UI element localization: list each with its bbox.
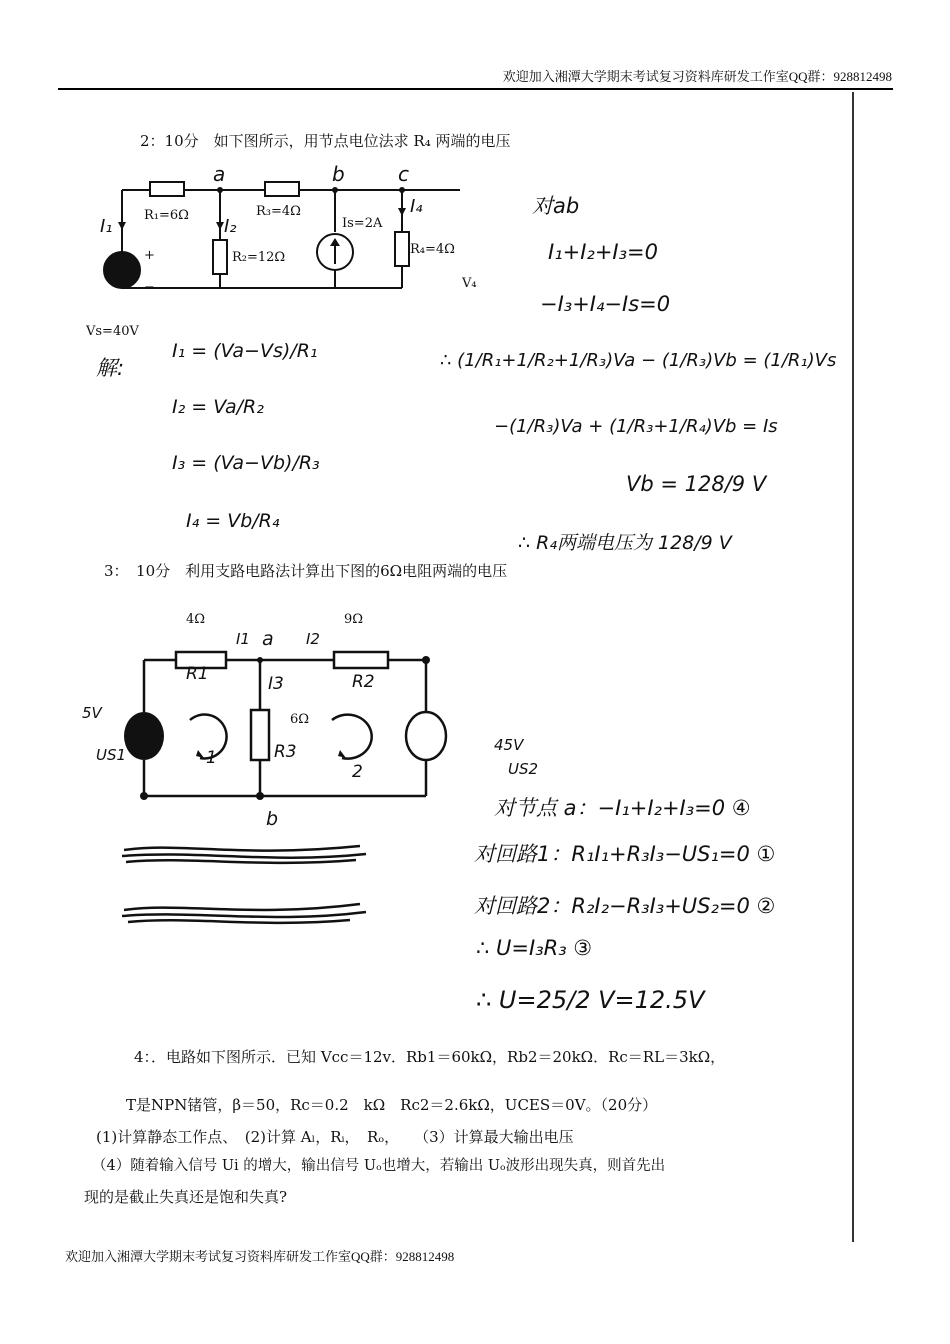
p2-node-a: a <box>213 162 226 186</box>
p2-eq3: ∴ (1/R₁+1/R₂+1/R₃)Va − (1/R₃)Vb = (1/R₁)Vs <box>440 350 837 371</box>
p2-r2-label: R₂=12Ω <box>232 250 286 265</box>
p3-loop1: 1 <box>206 748 217 768</box>
header-rule <box>58 88 893 90</box>
p3-us2-value: 45V <box>494 736 524 754</box>
p2-is-label: Is=2A <box>342 216 383 231</box>
p2-eq1: I₁+I₂+I₃=0 <box>548 240 658 264</box>
p3-us1: US1 <box>96 746 127 764</box>
p2-minus: − <box>144 280 155 295</box>
p3-node-a: a <box>262 628 274 650</box>
p3-i2: I2 <box>306 630 320 648</box>
p2-jie: 解: <box>96 356 125 380</box>
p2-node-c: c <box>398 162 409 186</box>
p2-vs-label: Vs=40V <box>86 324 139 339</box>
p3-loop1-eq: 对回路1：R₁I₁+R₃I₃−US₁=0 ① <box>474 842 776 866</box>
p2-i1-label: I₁ <box>100 216 113 237</box>
p2-i1-eq: I₁ = (Va−Vs)/R₁ <box>172 340 318 362</box>
p3-r1: R1 <box>186 664 209 684</box>
p3-r2: R2 <box>352 672 375 692</box>
p2-r4-label: R₄=4Ω <box>410 242 455 257</box>
crossed-out-work <box>120 838 380 938</box>
p2-v4-label: V₄ <box>462 276 477 291</box>
problem4-line5: 现的是截止失真还是饱和失真? <box>84 1188 288 1206</box>
p2-eq4: −(1/R₃)Va + (1/R₃+1/R₄)Vb = Is <box>494 416 778 437</box>
p2-i4-eq: I₄ = Vb/R₄ <box>186 510 280 532</box>
p3-r3-value: 6Ω <box>290 712 310 727</box>
p3-node-b: b <box>266 808 279 830</box>
scan-edge <box>852 92 854 1242</box>
problem2-title: 2：10分 如下图所示，用节点电位法求 R₄ 两端的电压 <box>140 132 511 150</box>
p2-r3-label: R₃=4Ω <box>256 204 301 219</box>
problem2-circuit <box>80 160 500 360</box>
problem3-circuit <box>120 640 450 820</box>
p3-r3: R3 <box>274 742 297 762</box>
p3-node-eq: 对节点 a：−I₁+I₂+I₃=0 ④ <box>494 796 751 820</box>
p2-plus: + <box>144 248 155 263</box>
p2-node-b: b <box>332 162 345 186</box>
problem4-line1: 4：．电路如下图所示．已知 Vcc＝12v．Rb1＝60kΩ，Rb2＝20kΩ．Rc＝RL＝3kΩ， <box>134 1048 726 1066</box>
p3-r1-value: 4Ω <box>186 612 206 627</box>
p3-us1-value: 5V <box>82 704 102 722</box>
p3-r2-value: 9Ω <box>344 612 364 627</box>
p2-concl: ∴ R₄两端电压为 128/9 V <box>518 532 732 554</box>
problem4-line3: (1)计算静态工作点、 (2)计算 Aₗ，Rᵢ， Rₒ， （3）计算最大输出电压 <box>96 1128 574 1146</box>
p2-eq2: −I₃+I₄−Is=0 <box>540 292 671 316</box>
problem4-line4: （4）随着输入信号 Ui 的增大，输出信号 Uₒ也增大，若输出 Uₒ波形出现失真，则首先出 <box>92 1158 666 1174</box>
problem3-title: 3： 10分 利用支路电路法计算出下图的6Ω电阻两端的电压 <box>104 562 508 580</box>
p2-i4-label: I₄ <box>410 196 423 217</box>
p3-i1: I1 <box>236 630 250 648</box>
p3-us2: US2 <box>508 760 539 778</box>
p3-result: ∴ U=25/2 V=12.5V <box>476 986 705 1014</box>
p3-i3: I3 <box>268 674 284 694</box>
p3-u-eq: ∴ U=I₃R₃ ③ <box>476 936 593 960</box>
p2-r1-label: R₁=6Ω <box>144 208 189 223</box>
p3-loop2: 2 <box>352 762 363 782</box>
p3-loop2-eq: 对回路2：R₂I₂−R₃I₃+US₂=0 ② <box>474 894 776 918</box>
p2-vb: Vb = 128/9 V <box>626 472 767 496</box>
problem4-line2: T是NPN锗管，β＝50，Rc＝0.2 kΩ Rc2＝2.6kΩ，UCES＝0V。（20分） <box>126 1096 658 1114</box>
page-footer: 欢迎加入湘潭大学期末考试复习资料库研发工作室QQ群：928812498 <box>65 1249 455 1264</box>
p2-dui-ab: 对ab <box>532 194 580 218</box>
p2-i2-eq: I₂ = Va/R₂ <box>172 396 264 418</box>
page-header: 欢迎加入湘潭大学期末考试复习资料库研发工作室QQ群：928812498 <box>502 69 892 84</box>
p2-i3-eq: I₃ = (Va−Vb)/R₃ <box>172 452 320 474</box>
p2-i2-label: I₂ <box>224 216 237 237</box>
